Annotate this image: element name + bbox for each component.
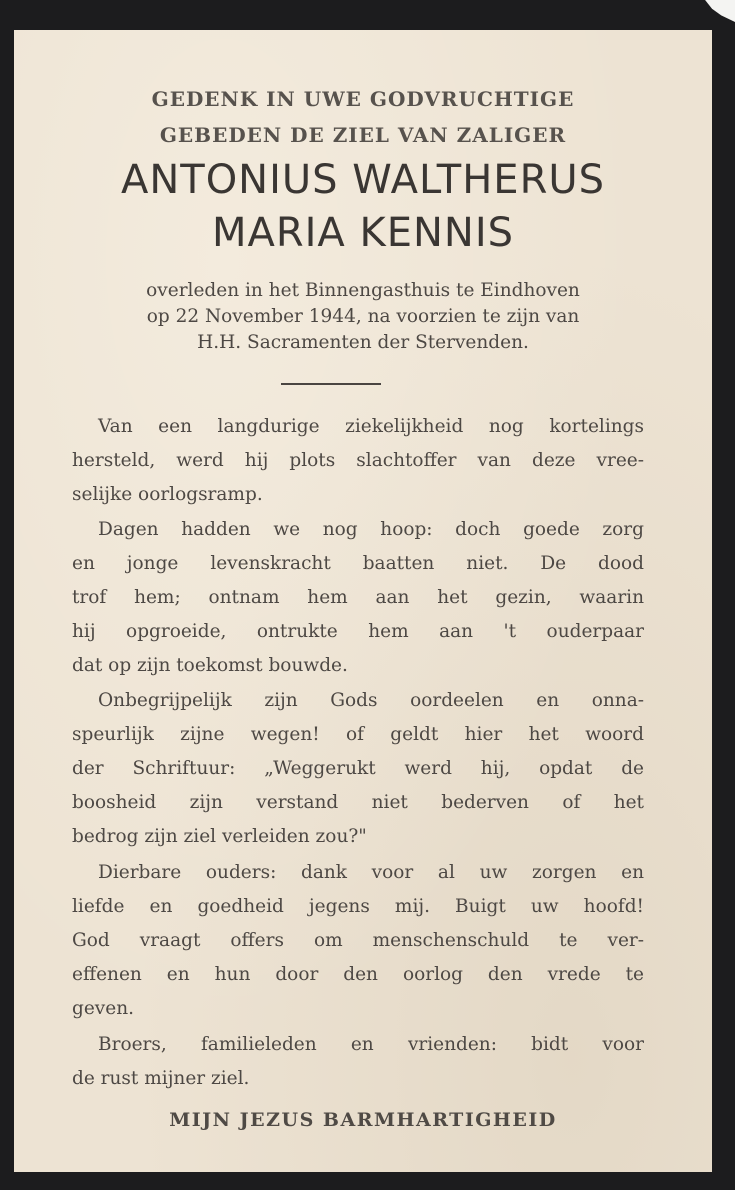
body-line: Broers, familieleden en vrienden: bidt voor bbox=[98, 1034, 644, 1055]
death-notice-line-2: op 22 November 1944, na voorzien te zijn van bbox=[146, 306, 580, 327]
body-line: God vraagt offers om menschenschuld te ver- bbox=[72, 930, 644, 951]
header-line-1: GEDENK IN UWE GODVRUCHTIGE bbox=[151, 87, 575, 111]
body-line: selijke oorlogsramp. bbox=[72, 484, 263, 505]
body-line: der Schriftuur: „Weggerukt werd hij, opdat de bbox=[72, 758, 644, 779]
death-notice-line-1: overleden in het Binnengasthuis te Eindhoven bbox=[146, 280, 580, 301]
deceased-name-line-2: MARIA KENNIS bbox=[211, 210, 515, 256]
body-line: hersteld, werd hij plots slachtoffer van deze vree- bbox=[72, 450, 644, 471]
body-line: dat op zijn toekomst bouwde. bbox=[72, 655, 348, 676]
body-line: geven. bbox=[72, 998, 134, 1019]
closing-invocation: MIJN JEZUS BARMHARTIGHEID bbox=[169, 1109, 557, 1131]
deceased-name-line-1: ANTONIUS WALTHERUS bbox=[120, 157, 606, 203]
torn-corner bbox=[689, 0, 735, 22]
body-line: hij opgroeide, ontrukte hem aan 't ouderpaar bbox=[72, 621, 644, 642]
body-line: en jonge levenskracht baatten niet. De dood bbox=[72, 553, 644, 574]
death-notice-line-3: H.H. Sacramenten der Stervenden. bbox=[197, 332, 529, 353]
body-line: de rust mijner ziel. bbox=[72, 1068, 250, 1089]
body-line: trof hem; ontnam hem aan het gezin, waarin bbox=[72, 587, 644, 608]
body-line: Van een langdurige ziekelijkheid nog kortelings bbox=[98, 416, 644, 437]
body-line: Dagen hadden we nog hoop: doch goede zorg bbox=[98, 519, 644, 540]
memorial-card bbox=[14, 30, 712, 1172]
body-line: effenen en hun door den oorlog den vrede te bbox=[72, 964, 644, 985]
body-line: boosheid zijn verstand niet bederven of het bbox=[72, 792, 644, 813]
body-line: bedrog zijn ziel verleiden zou?" bbox=[72, 826, 367, 847]
body-line: liefde en goedheid jegens mij. Buigt uw hoofd! bbox=[72, 896, 644, 917]
divider-rule bbox=[281, 383, 381, 385]
body-line: speurlijk zijne wegen! of geldt hier het woord bbox=[72, 724, 644, 745]
body-line: Dierbare ouders: dank voor al uw zorgen en bbox=[98, 862, 644, 883]
body-line: Onbegrijpelijk zijn Gods oordeelen en onna- bbox=[98, 690, 644, 711]
header-line-2: GEBEDEN DE ZIEL VAN ZALIGER bbox=[159, 123, 567, 147]
